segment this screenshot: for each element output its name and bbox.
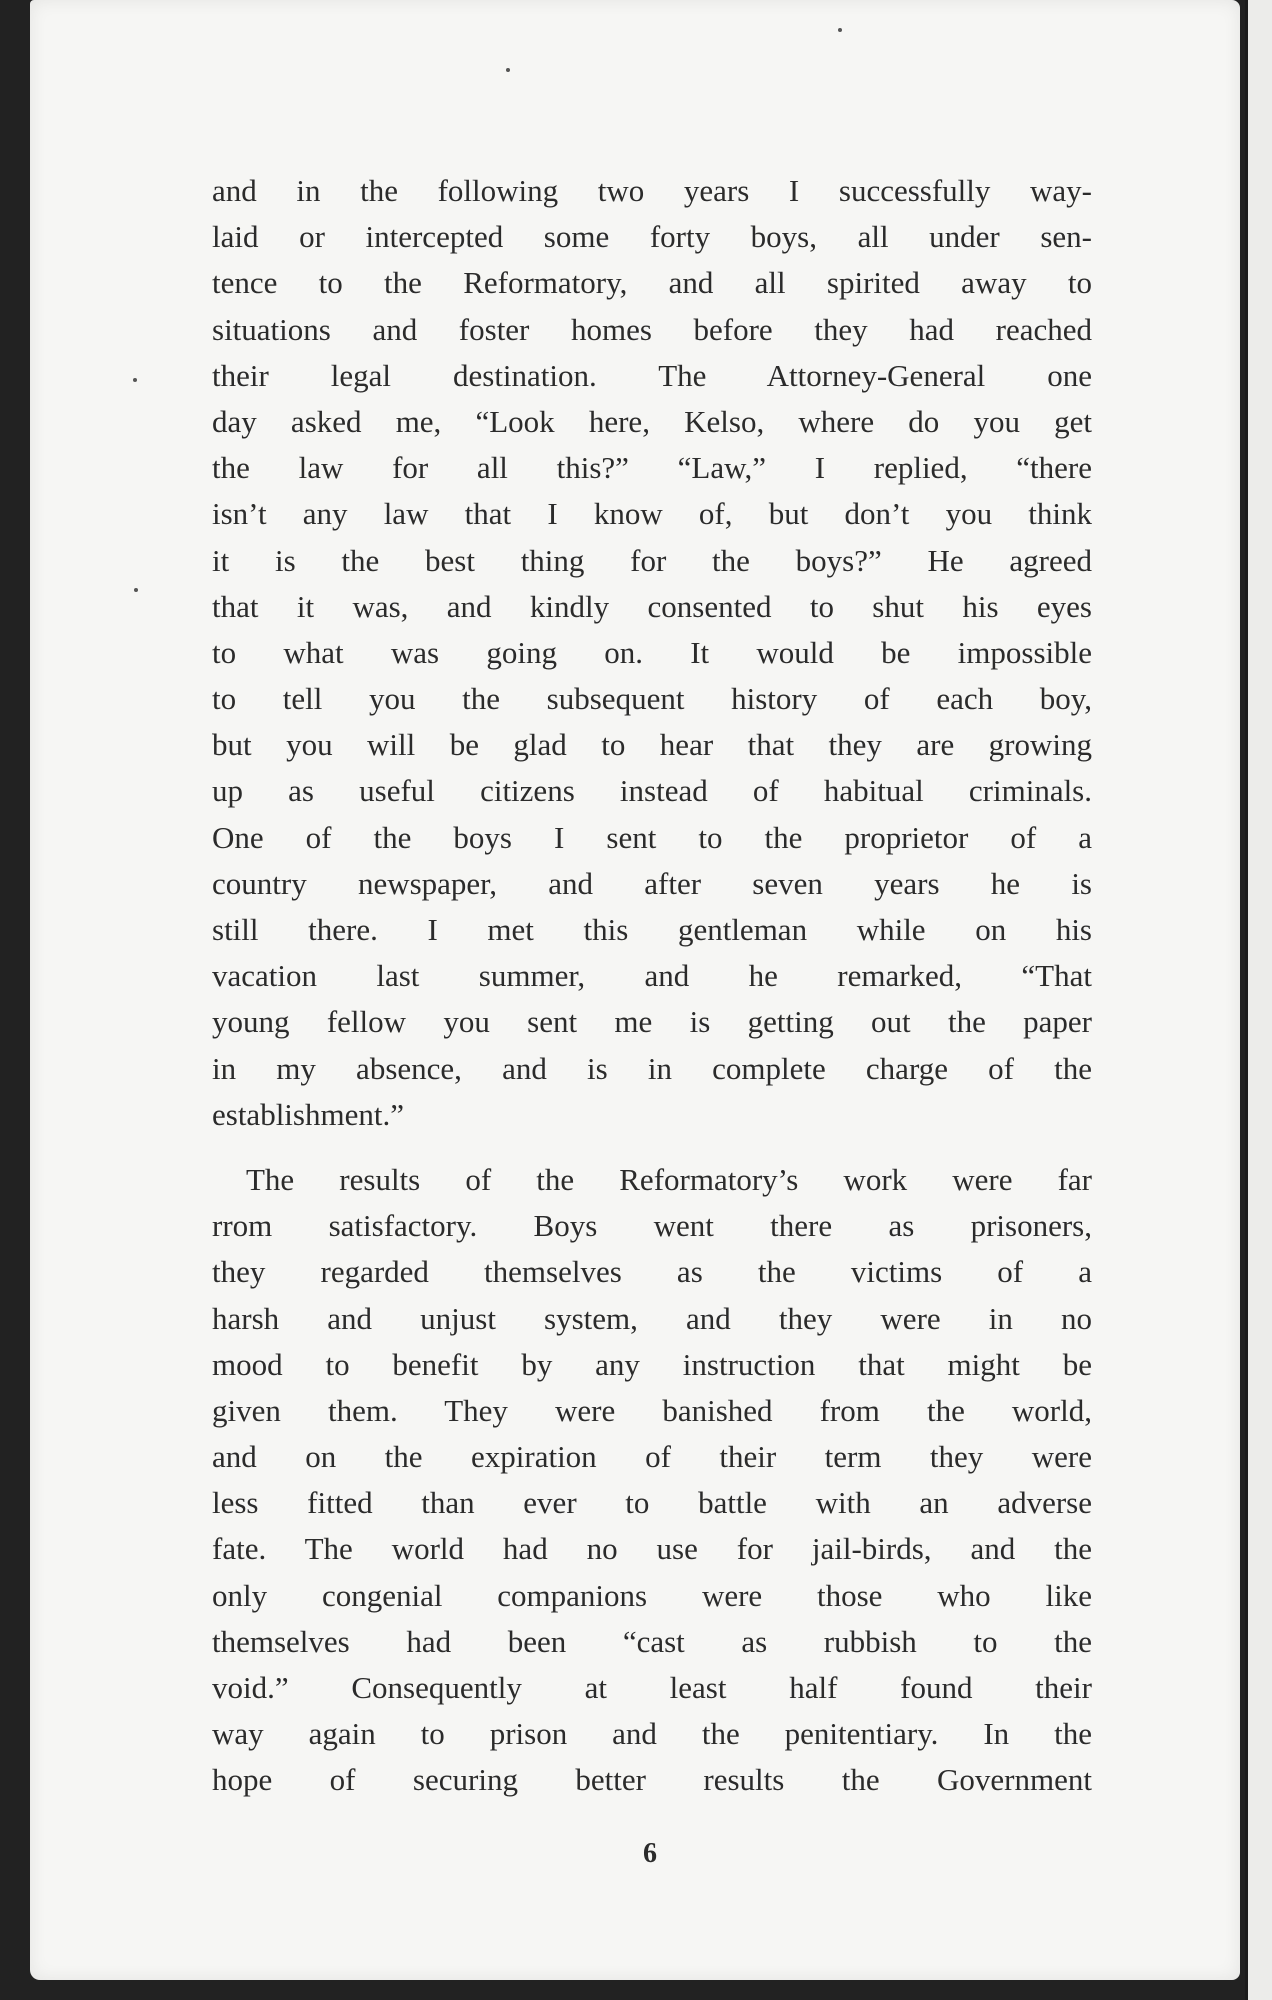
- text-line: they regarded themselves as the victims of a: [212, 1254, 1092, 1290]
- text-line: their legal destination. The Attorney-General one: [212, 357, 1092, 393]
- text-line: way again to prison and the penitentiary. In the: [212, 1716, 1092, 1752]
- text-line: isn’t any law that I know of, but don’t you think: [212, 496, 1092, 532]
- text-line: laid or intercepted some forty boys, all under sen-: [212, 219, 1092, 255]
- text-line: themselves had been “cast as rubbish to the: [212, 1623, 1092, 1659]
- paragraph-1: [212, 168, 1092, 1138]
- body-text: [212, 168, 1092, 1804]
- text-line: to tell you the subsequent history of each boy,: [212, 681, 1092, 717]
- text-line: it is the best thing for the boys?” He agreed: [212, 542, 1092, 578]
- scan-speck: [838, 28, 842, 32]
- text-line: day asked me, “Look here, Kelso, where do you get: [212, 403, 1092, 439]
- paragraph-2: [212, 1157, 1092, 1804]
- text-line: only congenial companions were those who like: [212, 1577, 1092, 1613]
- text-line: void.” Consequently at least half found their: [212, 1670, 1092, 1705]
- text-line: The results of the Reformatory’s work were far: [246, 1161, 1092, 1197]
- text-line: establishment.”: [212, 1096, 404, 1132]
- book-page: [30, 0, 1240, 1980]
- text-line: that it was, and kindly consented to shut his eyes: [212, 588, 1092, 624]
- text-line: still there. I met this gentleman while on his: [212, 912, 1092, 947]
- scan-speck: [506, 68, 510, 72]
- text-line: in my absence, and is in complete charge of the: [212, 1050, 1092, 1086]
- scan-speck: [134, 588, 138, 592]
- text-line: and in the following two years I successfully way-: [212, 173, 1092, 208]
- text-line: harsh and unjust system, and they were in no: [212, 1300, 1092, 1336]
- page-number: 6: [643, 1838, 657, 1869]
- text-line: fate. The world had no use for jail-birds, and the: [212, 1531, 1092, 1567]
- text-line: One of the boys I sent to the proprietor of a: [212, 819, 1092, 855]
- text-line: vacation last summer, and he remarked, “That: [212, 958, 1092, 994]
- text-line: situations and foster homes before they had reached: [212, 311, 1092, 347]
- text-line: but you will be glad to hear that they are growing: [212, 727, 1092, 763]
- text-line: country newspaper, and after seven years he is: [212, 865, 1092, 901]
- text-line: up as useful citizens instead of habitual criminals.: [212, 773, 1092, 809]
- text-line: and on the expiration of their term they were: [212, 1439, 1092, 1475]
- text-line: hope of securing better results the Government: [212, 1762, 1092, 1798]
- text-line: mood to benefit by any instruction that might be: [212, 1346, 1092, 1382]
- scan-speck: [133, 378, 137, 382]
- text-line: tence to the Reformatory, and all spirited away to: [212, 265, 1092, 301]
- text-line: young fellow you sent me is getting out the paper: [212, 1004, 1092, 1040]
- text-line: to what was going on. It would be impossible: [212, 634, 1092, 670]
- adjacent-page-edge: [1245, 0, 1272, 2000]
- text-line: less fitted than ever to battle with an adverse: [212, 1485, 1092, 1521]
- text-line: given them. They were banished from the world,: [212, 1392, 1092, 1428]
- text-line: the law for all this?” “Law,” I replied, “there: [212, 450, 1092, 486]
- text-line: rrom satisfactory. Boys went there as prisoners,: [212, 1208, 1092, 1244]
